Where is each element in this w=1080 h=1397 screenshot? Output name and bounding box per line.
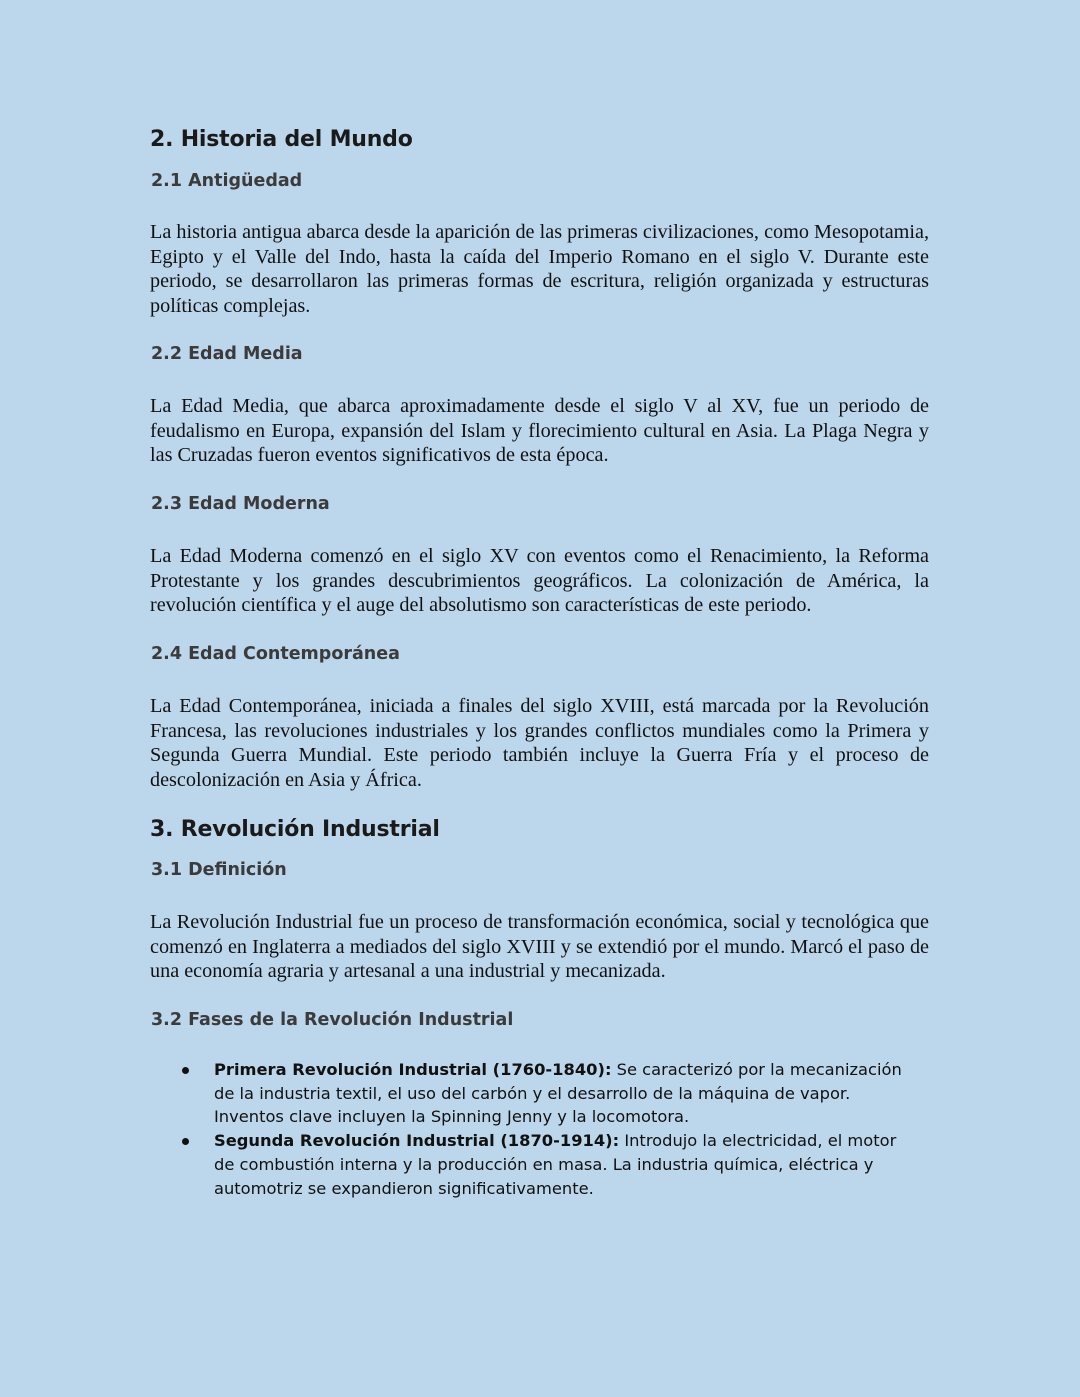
bullet-icon xyxy=(182,1067,189,1074)
list-item-label: Primera Revolución Industrial (1760-1840): xyxy=(214,1060,612,1079)
list-item xyxy=(180,1058,920,1129)
phases-list xyxy=(180,1058,920,1200)
list-item-text: Se caracterizó por la mecanización de la industria textil, el uso del carbón y el desarrollo de la máquina de vapor. Inventos clave incluyen la Spinning Jenny y la locomotora. xyxy=(214,1060,902,1127)
paragraph-antiguedad: La historia antigua abarca desde la aparición de las primeras civilizaciones, como Mesopotamia, Egipto y el Valle del Indo, hasta la caída del Imperio Romano en el siglo V. Durante este periodo, se desarrollaron las primeras formas de escritura, religión organizada y estructuras políticas complejas. xyxy=(150,221,929,317)
section-title-historia: 2. Historia del Mundo xyxy=(150,127,413,152)
subheading-fases: 3.2 Fases de la Revolución Industrial xyxy=(151,1010,514,1030)
subheading-antiguedad: 2.1 Antigüedad xyxy=(151,171,303,191)
list-item-text: Introdujo la electricidad, el motor de combustión interna y la producción en masa. La industria química, eléctrica y automotriz se expandieron significativamente. xyxy=(214,1131,897,1198)
paragraph-definicion: La Revolución Industrial fue un proceso de transformación económica, social y tecnológica que comenzó en Inglaterra a mediados del siglo XVIII y se extendió por el mundo. Marcó el paso de una economía agraria y artesanal a una industrial y mecanizada. xyxy=(150,911,929,982)
list-item-label: Segunda Revolución Industrial (1870-1914): xyxy=(214,1131,620,1151)
subheading-edad-contemporanea: 2.4 Edad Contemporánea xyxy=(151,644,400,664)
section-title-revolucion: 3. Revolución Industrial xyxy=(150,817,440,842)
list-item xyxy=(180,1129,920,1200)
bullet-icon xyxy=(182,1138,189,1145)
subheading-edad-moderna: 2.3 Edad Moderna xyxy=(151,494,330,514)
subheading-definicion: 3.1 Definición xyxy=(151,860,287,880)
paragraph-edad-moderna: La Edad Moderna comenzó en el siglo XV con eventos como el Renacimiento, la Reforma Protestante y los grandes descubrimientos geográficos. La colonización de América, la revolución científica y el auge del absolutismo son características de este periodo. xyxy=(150,545,929,616)
paragraph-edad-contemporanea: La Edad Contemporánea, iniciada a finales del siglo XVIII, está marcada por la Revolución Francesa, las revoluciones industriales y los grandes conflictos mundiales como la Primera y Segunda Guerra Mundial. Este periodo también incluye la Guerra Fría y el proceso de descolonización en Asia y África. xyxy=(150,695,929,791)
paragraph-edad-media: La Edad Media, que abarca aproximadamente desde el siglo V al XV, fue un periodo de feudalismo en Europa, expansión del Islam y florecimiento cultural en Asia. La Plaga Negra y las Cruzadas fueron eventos significativos de esta época. xyxy=(150,395,929,466)
subheading-edad-media: 2.2 Edad Media xyxy=(151,344,303,364)
